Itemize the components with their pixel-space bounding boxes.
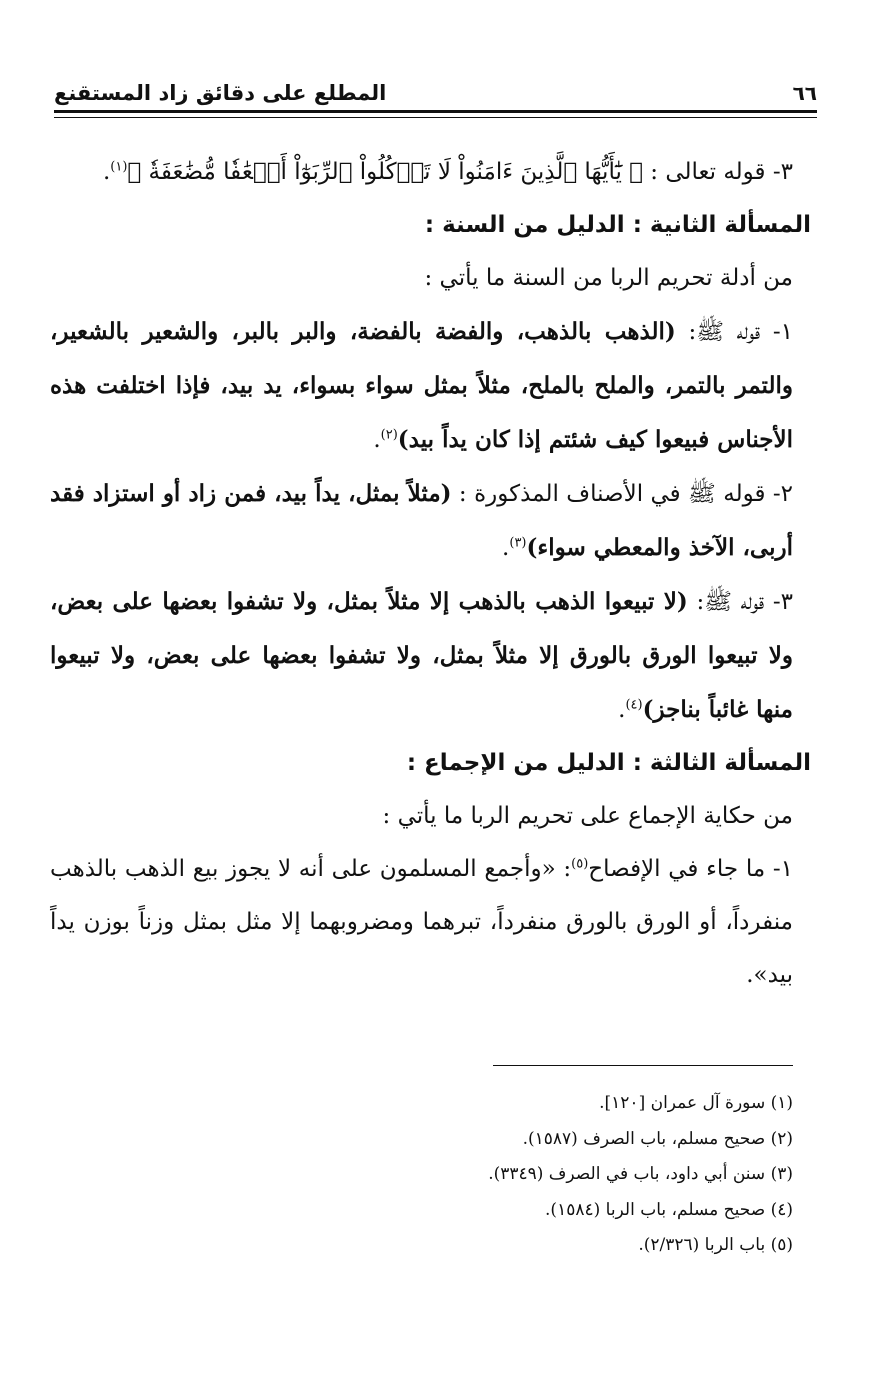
- ifsah-lead: ١- ما جاء في الإفصاح: [588, 856, 793, 882]
- footnote-ref-2: (٢): [380, 427, 398, 443]
- section-heading-ijma: المسألة الثالثة : الدليل من الإجماع :: [406, 750, 811, 776]
- hadith-quote: (لا تبيعوا الذهب بالذهب إلا مثلاً بمثل، ولا تشفوا بعضها على بعض، ولا تبيعوا الورق بالورق إلا مثلاً بمثل، ولا تشفوا بعضها على بعض، ولا تبيعوا منها غائباً بناجز): [50, 588, 793, 723]
- punctuation: .: [373, 427, 381, 453]
- punctuation: .: [618, 697, 626, 723]
- footnote-3: (٣) سنن أبي داود، باب في الصرف (٣٣٤٩).: [488, 1164, 793, 1184]
- paragraph-hadith-2: [50, 467, 811, 575]
- quran-verse-text: ٣- قوله تعالى : ﴿ يَٰٓأَيُّهَا ٱلَّذِينَ ءَامَنُواْ لَا تَأۡكُلُواْ ٱلرِّبَوٰٓاْ أَضۡعَٰفٗا مُّضَٰعَفَةٗ ﴾: [127, 159, 793, 185]
- header-rule-thin: [54, 117, 817, 118]
- paragraph-hadith-1: [50, 305, 811, 467]
- paragraph-ifsah-quote: [50, 843, 811, 1002]
- hadith-lead: ٢- قوله ﷺ في الأصناف المذكورة :: [451, 481, 793, 507]
- section-heading-sunnah: المسألة الثانية : الدليل من السنة :: [424, 212, 811, 238]
- ifsah-quote: : «وأجمع المسلمون على أنه لا يجوز بيع الذهب بالذهب منفرداً، أو الورق بالورق منفرداً، تبرهما ومضروبهما إلا مثل بمثل وزناً بوزن يداً بيد».: [50, 856, 793, 988]
- book-title: المطلع على دقائق زاد المستقنع: [54, 81, 387, 105]
- paragraph-intro-ijma: من حكاية الإجماع على تحريم الربا ما يأتي :: [382, 803, 793, 829]
- punctuation: .: [502, 535, 510, 561]
- footnote-1: (١) سورة آل عمران [١٢٠].: [599, 1093, 793, 1113]
- hadith-quote: (الذهب بالذهب، والفضة بالفضة، والبر بالبر، والشعير بالشعير، والتمر بالتمر، والملح بالملح، مثلاً بمثل سواء بسواء، يد بيد، فإذا اختلفت هذه الأجناس فبيعوا كيف شئتم إذا كان يداً بيد): [50, 318, 793, 453]
- footnote-ref-5: (٥): [571, 856, 589, 872]
- paragraph-intro-sunnah: من أدلة تحريم الربا من السنة ما يأتي :: [424, 265, 793, 291]
- paragraph-hadith-3: [50, 575, 811, 737]
- footnote-ref-4: (٤): [625, 697, 643, 713]
- footnote-ref-3: (٣): [509, 535, 527, 551]
- page-number: ٦٦: [792, 81, 817, 105]
- hadith-lead: ١- قوله ﷺ:: [675, 319, 793, 345]
- punctuation: .: [102, 159, 111, 185]
- paragraph-quran-verse: [50, 146, 811, 199]
- footnote-ref-1: (١): [110, 159, 128, 175]
- hadith-lead: ٣- قوله ﷺ:: [687, 589, 794, 615]
- running-header: [54, 66, 817, 106]
- header-rule-thick: [54, 110, 817, 113]
- footnote-4: (٤) صحيح مسلم، باب الربا (١٥٨٤).: [545, 1199, 793, 1220]
- hadith-quote: (مثلاً بمثل، يداً بيد، فمن زاد أو استزاد فقد أربى، الآخذ والمعطي سواء): [50, 480, 793, 561]
- main-text: [50, 146, 811, 1002]
- footnotes: [100, 1086, 793, 1264]
- footnote-separator: [493, 1065, 793, 1066]
- footnote-2: (٢) صحيح مسلم، باب الصرف (١٥٨٧).: [522, 1128, 793, 1149]
- footnote-5: (٥) باب الربا (٢/٣٢٦).: [638, 1235, 793, 1255]
